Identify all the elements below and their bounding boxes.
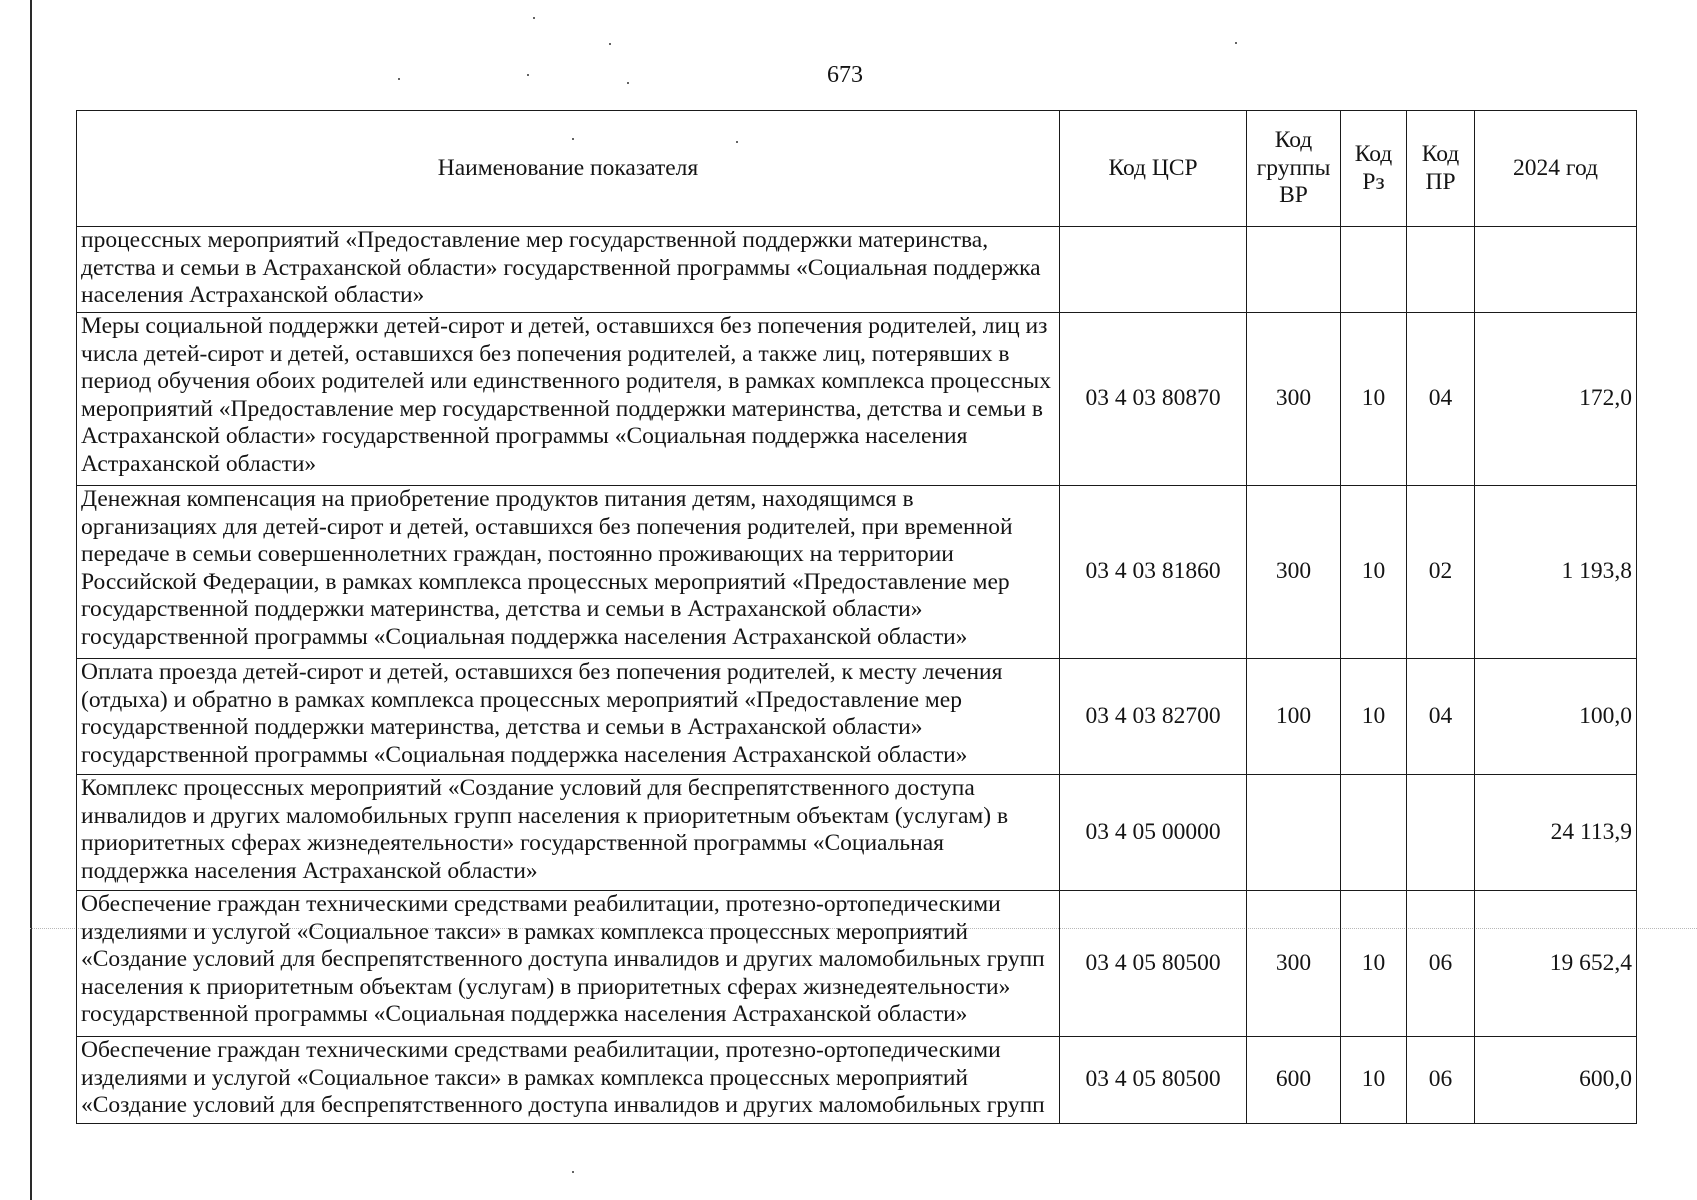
- row-pr-code: 04: [1407, 659, 1475, 775]
- row-vr-code: 300: [1247, 486, 1341, 659]
- table-row: [77, 313, 1637, 486]
- header-vr-group-code: Код группы ВР: [1247, 111, 1341, 227]
- row-amount-2024: 100,0: [1475, 659, 1637, 775]
- scan-speck: [572, 1171, 574, 1173]
- row-amount-2024: [1475, 227, 1637, 313]
- row-pr-code: [1407, 227, 1475, 313]
- header-csr-code: Код ЦСР: [1060, 111, 1247, 227]
- scan-speck: [527, 74, 529, 76]
- budget-table: [76, 110, 1637, 1124]
- row-pr-code: 02: [1407, 486, 1475, 659]
- row-csr-code: 03 4 03 82700: [1060, 659, 1247, 775]
- scan-speck: [533, 17, 535, 19]
- row-rz-code: 10: [1341, 486, 1407, 659]
- scan-speck: [398, 78, 400, 80]
- row-csr-code: 03 4 05 00000: [1060, 775, 1247, 891]
- row-vr-code: [1247, 227, 1341, 313]
- table-row: [77, 1037, 1637, 1124]
- row-indicator-name: Комплекс процессных мероприятий «Создание условий для беспрепятственного доступа инвалидов и других маломобильных групп населения к приоритетным объектам (услугам) в приоритетных сферах жизнедеятельности» государственной программы «Социальная поддержка населения Астраханской области»: [77, 775, 1060, 891]
- row-rz-code: 10: [1341, 1037, 1407, 1124]
- row-pr-code: 06: [1407, 1037, 1475, 1124]
- table-row: [77, 891, 1637, 1037]
- row-csr-code: 03 4 05 80500: [1060, 1037, 1247, 1124]
- row-amount-2024: 24 113,9: [1475, 775, 1637, 891]
- row-indicator-name: Оплата проезда детей-сирот и детей, оставшихся без попечения родителей, к месту лечения (отдыха) и обратно в рамках комплекса процессных мероприятий «Предоставление мер государственной поддержки материнства, детства и семьи в Астраханской области» государственной программы «Социальная поддержка населения Астраханской области»: [77, 659, 1060, 775]
- row-vr-code: 600: [1247, 1037, 1341, 1124]
- row-amount-2024: 19 652,4: [1475, 891, 1637, 1037]
- row-csr-code: 03 4 03 80870: [1060, 313, 1247, 486]
- table-row: [77, 775, 1637, 891]
- header-year-2024: 2024 год: [1475, 111, 1637, 227]
- row-rz-code: [1341, 775, 1407, 891]
- row-vr-code: 300: [1247, 313, 1341, 486]
- row-csr-code: 03 4 03 81860: [1060, 486, 1247, 659]
- table-row: [77, 486, 1637, 659]
- scan-speck: [1235, 42, 1237, 44]
- row-pr-code: 06: [1407, 891, 1475, 1037]
- row-rz-code: 10: [1341, 659, 1407, 775]
- header-rz-code: Код Рз: [1341, 111, 1407, 227]
- row-vr-code: [1247, 775, 1341, 891]
- row-amount-2024: 600,0: [1475, 1037, 1637, 1124]
- row-rz-code: [1341, 227, 1407, 313]
- scan-speck: [627, 82, 629, 84]
- row-indicator-name: Обеспечение граждан техническими средствами реабилитации, протезно-ортопедическими изделиями и услугой «Социальное такси» в рамках комплекса процессных мероприятий «Создание условий для беспрепятственного доступа инвалидов и других маломобильных групп населения к приоритетным объектам (услугам) в приоритетных сферах жизнедеятельности» государственной программы «Социальная поддержка населения Астраханской области»: [77, 891, 1060, 1037]
- row-indicator-name: процессных мероприятий «Предоставление мер государственной поддержки материнства, детства и семьи в Астраханской области» государственной программы «Социальная поддержка населения Астраханской области»: [77, 227, 1060, 313]
- binding-edge-line: [30, 0, 32, 1200]
- header-indicator-name: Наименование показателя: [77, 111, 1060, 227]
- table-row: [77, 659, 1637, 775]
- row-vr-code: 300: [1247, 891, 1341, 1037]
- row-amount-2024: 1 193,8: [1475, 486, 1637, 659]
- row-pr-code: [1407, 775, 1475, 891]
- row-rz-code: 10: [1341, 891, 1407, 1037]
- table-header-row: [77, 111, 1637, 227]
- row-indicator-name: Меры социальной поддержки детей-сирот и детей, оставшихся без попечения родителей, лиц из числа детей-сирот и детей, оставшихся без попечения родителей, а также лиц, потерявших в период обучения обоих родителей или единственного родителя, в рамках комплекса процессных мероприятий «Предоставление мер государственной поддержки материнства, детства и семьи в Астраханской области» государственной программы «Социальная поддержка населения Астраханской области»: [77, 313, 1060, 486]
- row-indicator-name: Денежная компенсация на приобретение продуктов питания детям, находящимся в организациях для детей-сирот и детей, оставшихся без попечения родителей, при временной передаче в семьи совершеннолетних граждан, постоянно проживающих на территории Российской Федерации, в рамках комплекса процессных мероприятий «Предоставление мер государственной поддержки материнства, детства и семьи в Астраханской области» государственной программы «Социальная поддержка населения Астраханской области»: [77, 486, 1060, 659]
- row-indicator-name: Обеспечение граждан техническими средствами реабилитации, протезно-ортопедическими изделиями и услугой «Социальное такси» в рамках комплекса процессных мероприятий «Создание условий для беспрепятственного доступа инвалидов и других маломобильных групп: [77, 1037, 1060, 1124]
- table-row: [77, 227, 1637, 313]
- page-number: 673: [827, 62, 863, 88]
- row-amount-2024: 172,0: [1475, 313, 1637, 486]
- header-pr-code: Код ПР: [1407, 111, 1475, 227]
- scan-speck: [609, 43, 611, 45]
- row-vr-code: 100: [1247, 659, 1341, 775]
- row-csr-code: 03 4 05 80500: [1060, 891, 1247, 1037]
- row-csr-code: [1060, 227, 1247, 313]
- row-pr-code: 04: [1407, 313, 1475, 486]
- row-rz-code: 10: [1341, 313, 1407, 486]
